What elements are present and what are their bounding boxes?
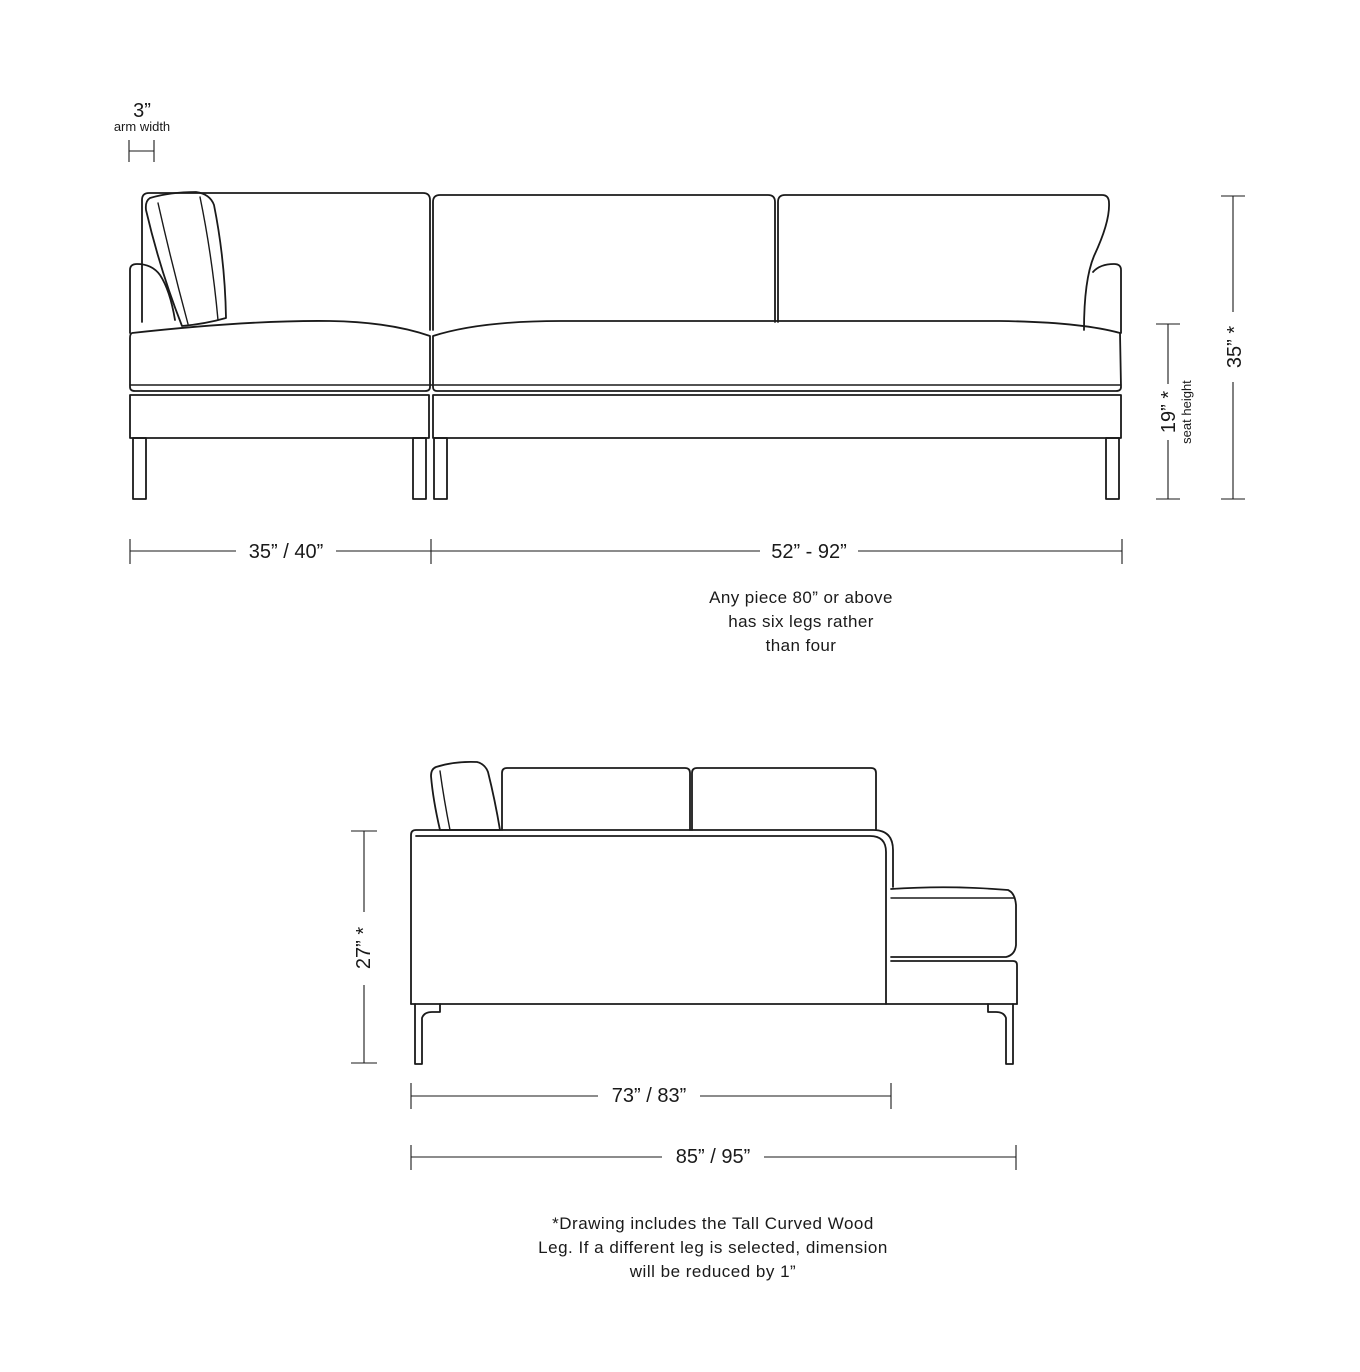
side-outer-width-label: 85” / 95” — [675, 1146, 751, 1168]
leg — [434, 438, 447, 499]
side-body — [411, 830, 893, 1004]
leg — [133, 438, 146, 499]
leg — [413, 438, 426, 499]
side-back-cushion-left — [502, 768, 690, 830]
side-leg-left — [415, 1004, 440, 1064]
side-leg-right — [988, 1004, 1013, 1064]
seat-height-value: 19” * — [1158, 390, 1180, 434]
side-height-value: 27” * — [353, 926, 375, 970]
side-inner-width-label: 73” / 83” — [611, 1085, 687, 1107]
throw-pillow — [146, 192, 226, 326]
seat-cushion-right — [433, 321, 1121, 391]
front-view-sofa — [130, 192, 1121, 499]
side-height-dimension — [351, 831, 377, 1063]
side-chaise-base — [891, 961, 1017, 1004]
side-back-cushion-right — [692, 768, 876, 830]
legs-note: Any piece 80” or above has six legs rather than four — [709, 588, 893, 655]
seat-height-label: seat height — [1179, 380, 1194, 444]
back-cushion-left — [142, 193, 430, 330]
arm-width-value: 3” — [133, 100, 151, 122]
side-inner-width-dimension — [411, 1083, 891, 1109]
back-cushion-middle — [433, 195, 775, 330]
back-cushion-right — [778, 195, 1109, 330]
leg — [1106, 438, 1119, 499]
arm-width-dimension — [114, 100, 170, 162]
seat-cushion-left — [130, 321, 430, 391]
seat-height-dimension — [1156, 324, 1194, 499]
total-height-value: 35” * — [1224, 325, 1246, 369]
total-height-dimension — [1221, 196, 1246, 499]
right-arm — [1093, 264, 1121, 333]
side-outer-width-dimension — [411, 1145, 1016, 1170]
front-width-dimension — [130, 539, 1122, 564]
base-rail-left — [130, 395, 429, 438]
left-arm — [130, 264, 175, 333]
left-width-label: 35” / 40” — [248, 541, 324, 563]
right-width-label: 52” - 92” — [771, 541, 847, 563]
side-view-sofa — [411, 762, 1017, 1064]
side-throw-pillow — [431, 762, 500, 830]
leg-footnote: *Drawing includes the Tall Curved Wood Leg. If a different leg is selected, dimension will be reduced by 1” — [538, 1214, 888, 1281]
base-rail-right — [433, 395, 1121, 438]
arm-width-label: arm width — [113, 119, 171, 134]
